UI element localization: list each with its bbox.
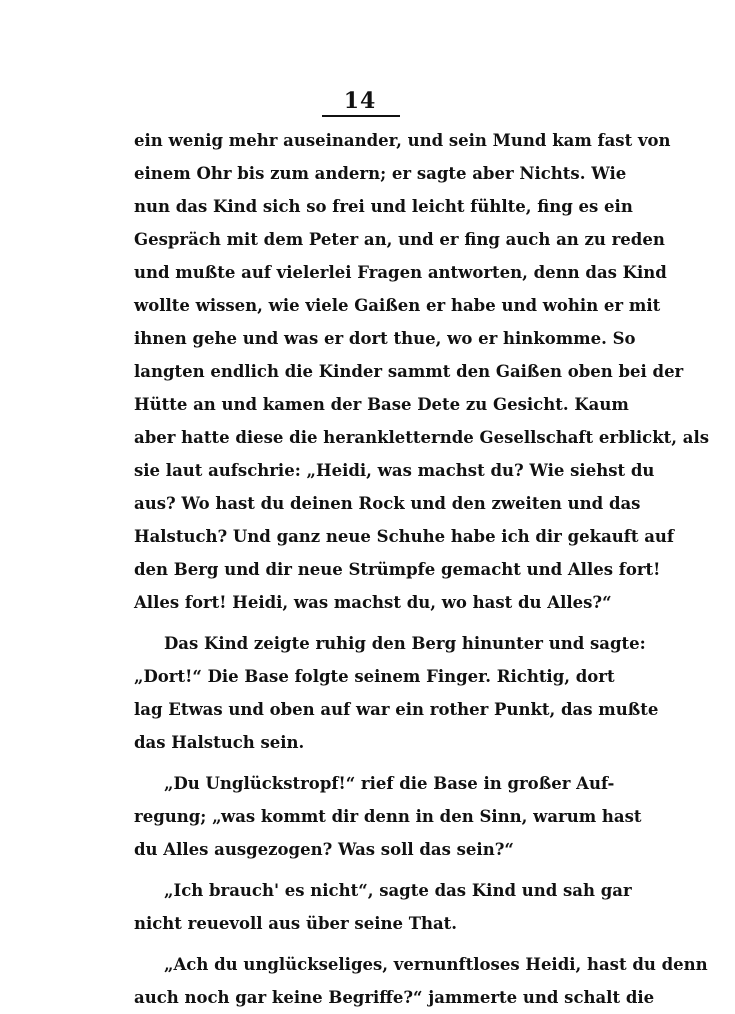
text-line: einem Ohr bis zum andern; er sagte aber Nichts. Wie	[134, 164, 627, 183]
text-line: nun das Kind sich so frei und leicht fühlte, fing es ein	[134, 197, 633, 216]
text-line: lag Etwas und oben auf war ein rother Punkt, das mußte	[134, 700, 659, 719]
text-line: aus? Wo hast du deinen Rock und den zweiten und das	[134, 494, 641, 513]
page-number: 14	[343, 88, 377, 114]
text-line: und mußte auf vielerlei Fragen antworten, denn das Kind	[134, 263, 667, 282]
text-line: das Halstuch sein.	[134, 733, 305, 752]
text-line: Alles fort! Heidi, was machst du, wo hast du Alles?“	[134, 593, 612, 612]
text-line: „Ich brauch' es nicht“, sagte das Kind und sah gar	[164, 881, 632, 900]
text-line: den Berg und dir neue Strümpfe gemacht und Alles fort!	[134, 560, 661, 579]
paragraph	[134, 767, 642, 866]
text-line: du Alles ausgezogen? Was soll das sein?“	[134, 840, 514, 859]
paragraph	[134, 948, 708, 1014]
text-line: „Dort!“ Die Base folgte seinem Finger. Richtig, dort	[134, 667, 615, 686]
text-line: Das Kind zeigte ruhig den Berg hinunter und sagte:	[164, 634, 646, 653]
paragraph	[134, 124, 710, 619]
body-text	[134, 124, 710, 1014]
text-line: wollte wissen, wie viele Gaißen er habe und wohin er mit	[134, 296, 661, 315]
page-number-rule	[322, 115, 400, 117]
text-line: regung; „was kommt dir denn in den Sinn, warum hast	[134, 807, 642, 826]
paragraph	[134, 627, 659, 759]
text-line: „Du Unglückstropf!“ rief die Base in großer Auf-	[164, 774, 615, 793]
text-line: auch noch gar keine Begriffe?“ jammerte und schalt die	[134, 988, 655, 1007]
text-line: „Ach du unglückseliges, vernunftloses Heidi, hast du denn	[164, 955, 708, 974]
text-line: ihnen gehe und was er dort thue, wo er hinkomme. So	[134, 329, 636, 348]
text-line: Hütte an und kamen der Base Dete zu Gesicht. Kaum	[134, 395, 629, 414]
text-line: aber hatte diese die herankletternde Gesellschaft erblickt, als	[134, 428, 710, 447]
text-line: nicht reuevoll aus über seine That.	[134, 914, 458, 933]
text-line: Gespräch mit dem Peter an, und er fing auch an zu reden	[134, 230, 665, 249]
paragraph	[134, 874, 632, 940]
text-line: Halstuch? Und ganz neue Schuhe habe ich dir gekauft auf	[134, 527, 675, 546]
text-line: sie laut aufschrie: „Heidi, was machst du? Wie siehst du	[134, 461, 655, 480]
text-line: langten endlich die Kinder sammt den Gaißen oben bei der	[134, 362, 684, 381]
text-line: ein wenig mehr auseinander, und sein Mund kam fast von	[134, 131, 671, 150]
